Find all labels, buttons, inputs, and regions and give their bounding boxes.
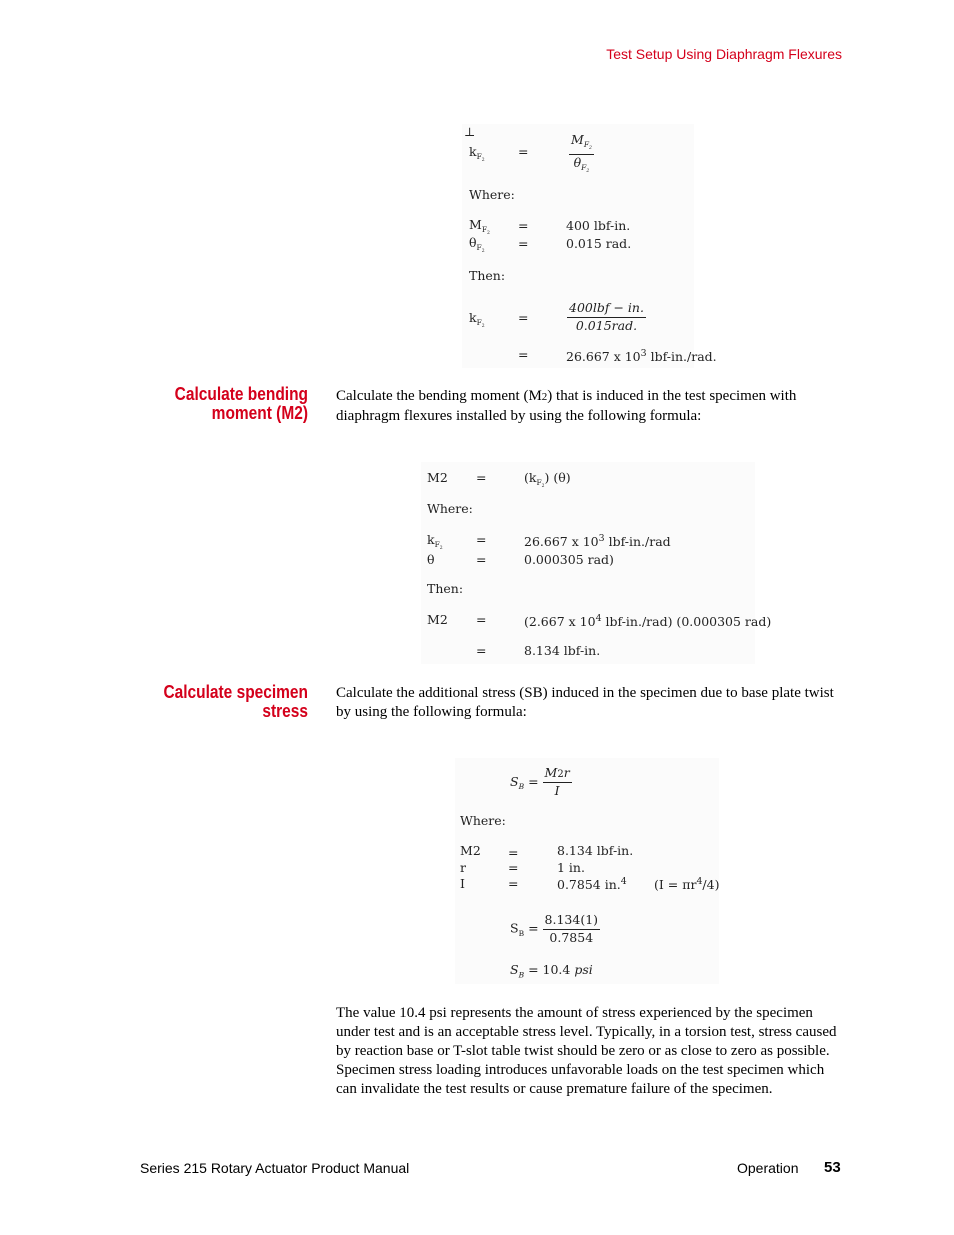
var-i: I — [460, 876, 465, 891]
fraction-numeric: $\frac{\text{400lbf − in.}}{\text{0.015rad.}}$ — [569, 300, 644, 333]
equals-sign: = — [476, 612, 487, 627]
footer-manual-title: Series 215 Rotary Actuator Product Manual — [140, 1160, 410, 1176]
equation-block-specimen-stress — [455, 758, 719, 984]
section-heading-specimen-stress: Calculate specimen stress — [163, 682, 308, 721]
equals-sign: = — [476, 470, 487, 485]
where-label: Where: — [460, 813, 506, 828]
equals-sign: = — [476, 532, 487, 547]
equals-sign: = — [476, 643, 487, 658]
stress-formula: $S_B$ = $\frac{M2r}{I}$ — [510, 765, 570, 798]
var-theta: θ — [427, 552, 435, 567]
equals-sign: = — [518, 236, 529, 251]
value-moment: 400 lbf-in. — [566, 218, 631, 233]
var-m2: M2 — [460, 843, 481, 858]
var-r: r — [460, 860, 466, 875]
bending-moment-intro: Calculate the bending moment (M2) that is induced in the test specimen with diaphragm flexures installed by using the following formula: — [336, 388, 797, 424]
stress-result: $S_B = 10.4$ psi — [510, 962, 593, 980]
bending-moment-result: 8.134 lbf-in. — [524, 643, 601, 658]
value-moment: 8.134 lbf-in. — [557, 843, 634, 858]
value-stiffness: 26.667 x $10^3$ lbf-in./rad — [524, 533, 671, 550]
inertia-note: $(I = \pi r^4/4)$ — [654, 876, 720, 893]
equals-sign: = — [518, 310, 529, 325]
var-k-f2: $k_{F_2}$ — [427, 532, 443, 552]
value-theta: 0.015 rad. — [566, 236, 632, 251]
value-radius: 1 in. — [557, 860, 585, 875]
fraction-m-over-theta: $\frac{M_{F_2}}{\theta_{F_2}}$ — [571, 132, 592, 175]
value-theta: 0.000305 rad) — [524, 552, 614, 567]
specimen-stress-intro: Calculate the additional stress (SB) induced in the specimen due to base plate twist by using the following formula: — [336, 685, 834, 720]
var-m2: M2 — [427, 612, 448, 627]
lhs-k-f2: $k_{F_2}$ — [469, 310, 485, 330]
stiffness-result: 26.667 x $10^3$ lbf-in./rad. — [566, 348, 717, 365]
running-header: Test Setup Using Diaphragm Flexures — [606, 46, 842, 62]
var-m2: M2 — [427, 470, 448, 485]
where-label: Where: — [427, 501, 473, 516]
where-label: Where: — [469, 187, 515, 202]
equals-sign: = — [518, 144, 529, 159]
page-number: 53 — [824, 1159, 841, 1176]
closing-paragraph: The value 10.4 psi represents the amount of stress experienced by the specimen under test and is an acceptable stress level. Typically, in a torsion test, stress caused by reaction base or T-slot table twist should be zero or as close to zero as possible. Specimen stress loading introduces unfavorable loads on the test specimen which can invalidate the test results or cause premature failure of the specimen. — [336, 1005, 837, 1097]
perp-symbol: ⊥ — [464, 125, 476, 139]
formula-k-theta: $(k_{F_2})$ (θ) — [524, 470, 571, 490]
equals-sign: = — [508, 876, 519, 891]
substituted-formula: (2.667 x $10^4$ lbf-in./rad) (0.000305 rad) — [524, 613, 772, 630]
value-inertia: 0.7854 in.$^4$ — [557, 876, 627, 893]
equals-sign: = — [476, 552, 487, 567]
stress-substitution: $S_B$ = $\frac{8.134(1)}{0.7854}$ — [510, 912, 599, 945]
equals-sign: = — [518, 347, 529, 362]
equals-sign: = — [518, 218, 529, 233]
then-label: Then: — [469, 268, 506, 283]
lhs-k-f2: $k_{F_2}$ — [469, 144, 485, 164]
equals-sign: = — [508, 845, 519, 860]
var-theta-f2: $\theta_{F_2}$ — [469, 235, 485, 255]
var-m-f2: $M_{F_2}$ — [469, 217, 490, 237]
then-label: Then: — [427, 581, 464, 596]
section-heading-bending-moment: Calculate bending moment (M2) — [174, 384, 308, 423]
footer-section: Operation — [737, 1160, 799, 1176]
equals-sign: = — [508, 860, 519, 875]
